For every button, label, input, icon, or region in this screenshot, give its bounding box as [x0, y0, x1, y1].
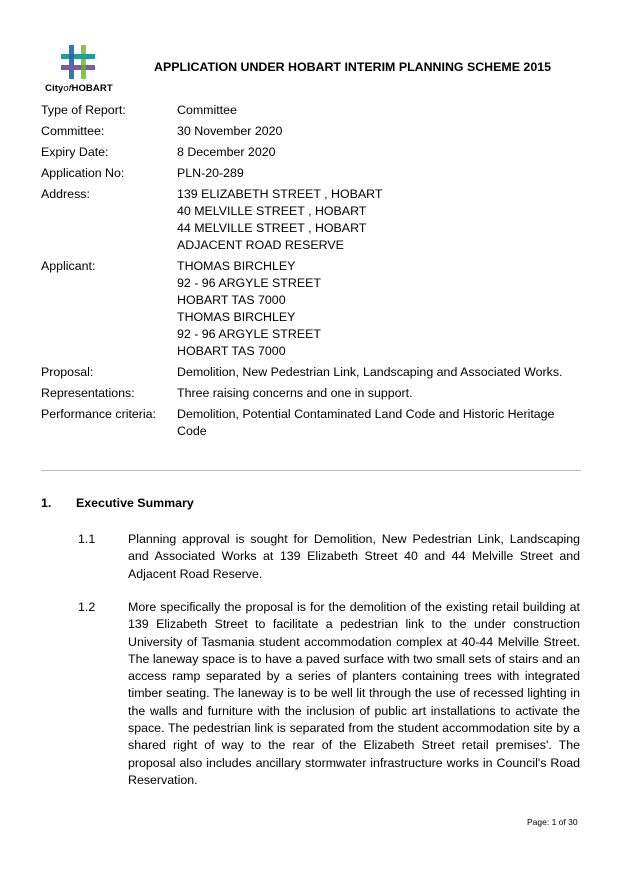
- detail-label: Applicant:: [41, 259, 96, 273]
- detail-value-line: 92 - 96 ARGYLE STREET: [177, 276, 321, 290]
- detail-label: Expiry Date:: [41, 145, 109, 159]
- detail-row: [41, 144, 581, 161]
- detail-value-line: 40 MELVILLE STREET , HOBART: [177, 204, 367, 218]
- paragraph-1-2: [78, 599, 580, 789]
- application-details: [41, 102, 581, 444]
- detail-value-line: THOMAS BIRCHLEY: [177, 310, 296, 324]
- detail-label: Type of Report:: [41, 103, 126, 117]
- detail-row: [41, 165, 581, 182]
- detail-value: [177, 123, 581, 140]
- section-title: Executive Summary: [76, 496, 194, 510]
- detail-value-line: 44 MELVILLE STREET , HOBART: [177, 221, 367, 235]
- paragraph-text: Planning approval is sought for Demolition, New Pedestrian Link, Landscaping and Associated Works at 139 Elizabeth Street 40 and 44 Melville Street and Adjacent Road Reserve.: [128, 532, 580, 581]
- detail-value-line: Committee: [177, 103, 237, 117]
- detail-value-line: Demolition, Potential Contaminated Land Code and Historic Heritage: [177, 407, 555, 421]
- detail-value-line: HOBART TAS 7000: [177, 293, 286, 307]
- section-heading: [41, 496, 194, 510]
- document-title: APPLICATION UNDER HOBART INTERIM PLANNING SCHEME 2015: [154, 60, 551, 74]
- detail-value-line: ADJACENT ROAD RESERVE: [177, 238, 344, 252]
- detail-value-line: Code: [177, 424, 207, 438]
- section-number: 1.: [41, 496, 52, 510]
- detail-row: [41, 123, 581, 140]
- detail-label: Address:: [41, 187, 90, 201]
- paragraph-number: 1.1: [78, 532, 96, 546]
- detail-value-line: HOBART TAS 7000: [177, 344, 286, 358]
- detail-value: [177, 102, 581, 119]
- detail-value-line: THOMAS BIRCHLEY: [177, 259, 296, 273]
- detail-value: [177, 406, 581, 440]
- paragraph-text: More specifically the proposal is for the demolition of the existing retail building at 139 Elizabeth Street to facilitate a pedestrian link to the under construction University of Tasmania student accommodation complex at 40-44 Melville Street. The laneway space is to have a paved surface with two small sets of stairs and an access ramp separated by a series of planters containing trees with integrated timber seating. The laneway is to be well lit through the use of recessed lighting in the walls and furniture with the inclusion of public art installations to activate the space. The pedestrian link is separated from the student accommodation site by a shared right of way to the rear of the Elizabeth Street retail premises'. The proposal also includes ancillary stormwater infrastructure works in Council's Road Reservation.: [128, 600, 580, 787]
- detail-value: [177, 258, 581, 360]
- detail-value-line: Three raising concerns and one in support.: [177, 386, 413, 400]
- paragraph-1-1: [78, 531, 580, 583]
- detail-label: Committee:: [41, 124, 105, 138]
- detail-value-line: 139 ELIZABETH STREET , HOBART: [177, 187, 383, 201]
- detail-value-line: Demolition, New Pedestrian Link, Landscaping and Associated Works.: [177, 365, 563, 379]
- logo-wordmark: CityofHOBART: [45, 83, 113, 94]
- paragraph-number: 1.2: [78, 600, 96, 614]
- page-number: Page: 1 of 30: [527, 817, 578, 827]
- detail-value: [177, 385, 581, 402]
- detail-label: Application No:: [41, 166, 125, 180]
- detail-label: Performance criteria:: [41, 407, 156, 421]
- detail-value-line: PLN-20-289: [177, 166, 244, 180]
- detail-row: [41, 364, 581, 381]
- detail-label: Representations:: [41, 386, 135, 400]
- detail-row: [41, 102, 581, 119]
- detail-value-line: 8 December 2020: [177, 145, 276, 159]
- detail-value: [177, 364, 581, 381]
- detail-row: [41, 385, 581, 402]
- detail-value: [177, 186, 581, 254]
- detail-row: [41, 186, 581, 254]
- hobart-grid-icon: [60, 44, 96, 80]
- city-of-hobart-logo: [44, 44, 120, 96]
- detail-label: Proposal:: [41, 365, 94, 379]
- detail-value: [177, 144, 581, 161]
- detail-value-line: 92 - 96 ARGYLE STREET: [177, 327, 321, 341]
- detail-row: [41, 406, 581, 440]
- section-divider: [41, 470, 581, 471]
- detail-value-line: 30 November 2020: [177, 124, 283, 138]
- detail-row: [41, 258, 581, 360]
- detail-value: [177, 165, 581, 182]
